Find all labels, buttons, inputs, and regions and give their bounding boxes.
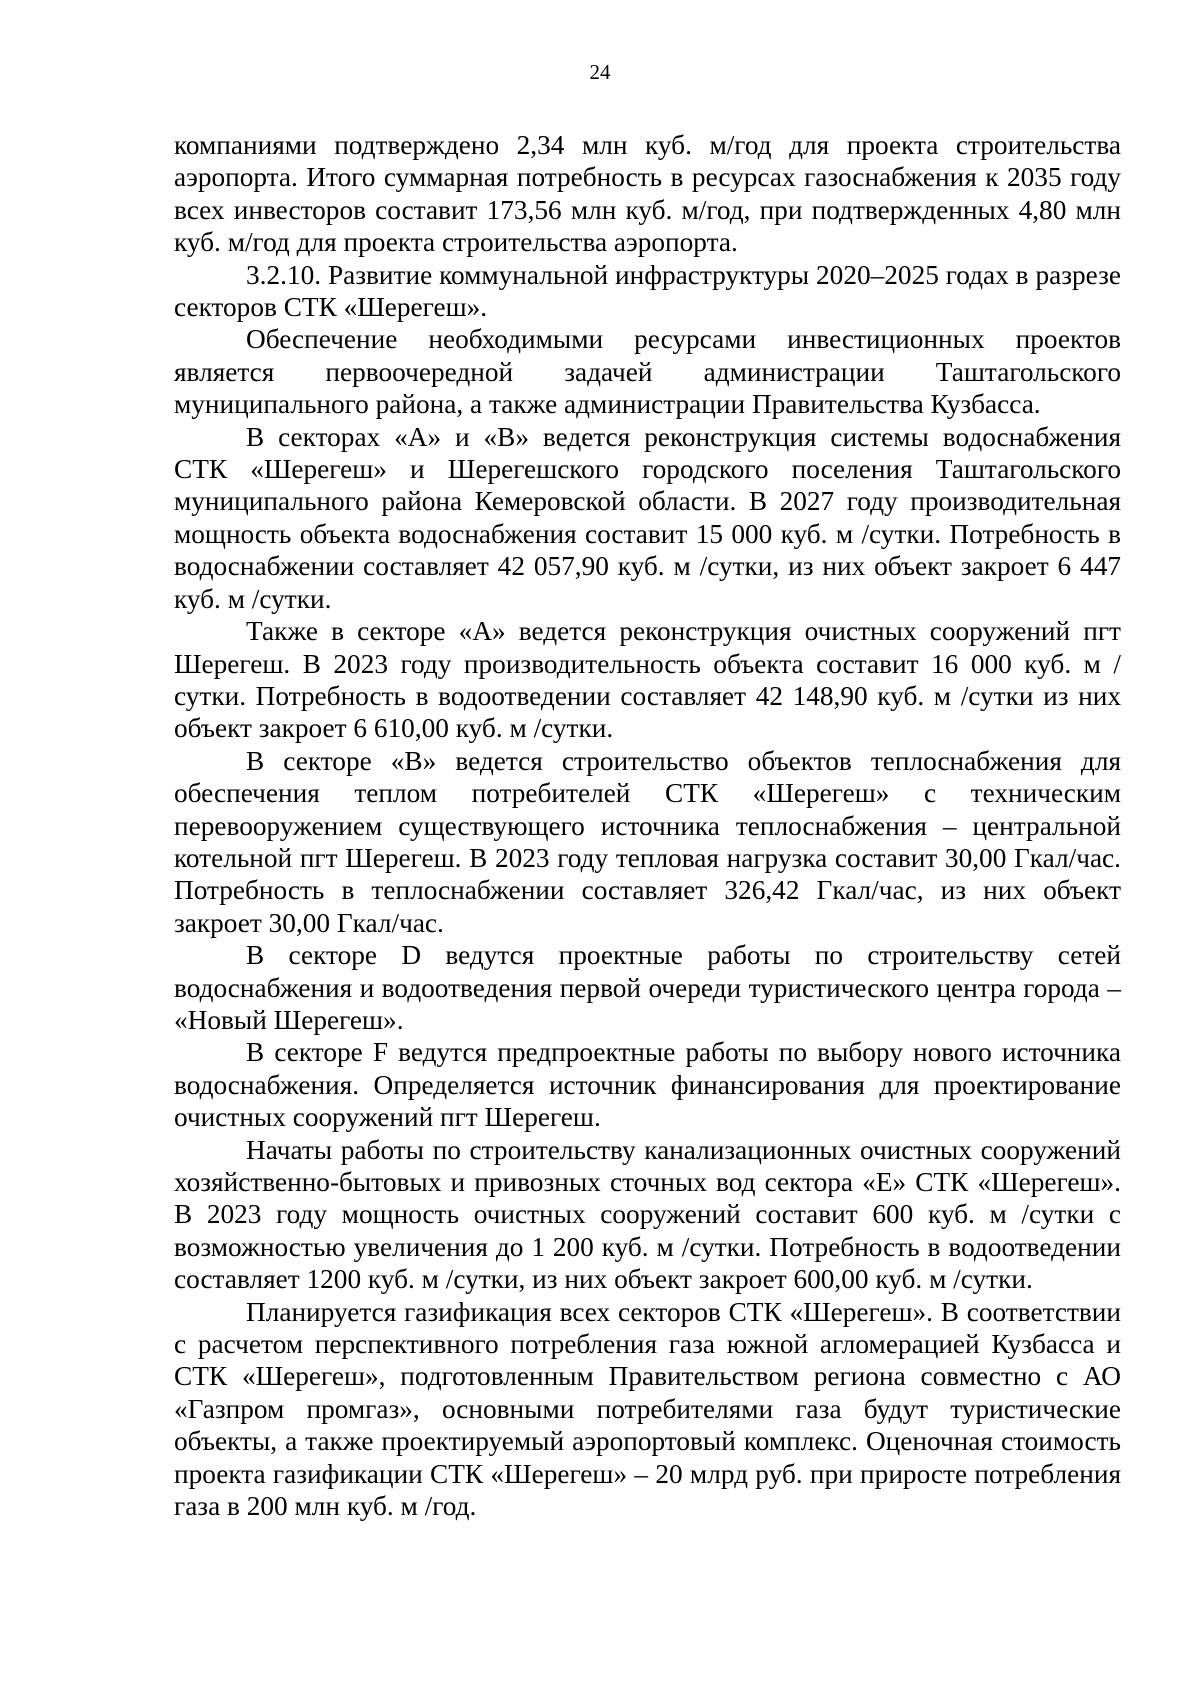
paragraph-resource-provision: Обеспечение необходимыми ресурсами инвестиционных проектов является первоочередной задачей администрации Таштагольского муниципального района, а также администрации Правительства Кузбасса. [174, 324, 1121, 420]
document-body [174, 129, 1121, 1522]
paragraph-section-heading-3-2-10: 3.2.10. Развитие коммунальной инфраструктуры 2020–2025 годах в разрезе секторов СТК «Шерегеш». [174, 259, 1121, 323]
page-number: 24 [589, 60, 611, 84]
paragraph-sector-f: В секторе F ведутся предпроектные работы по выбору нового источника водоснабжения. Определяется источник финансирования для проектирование очистных сооружений пгт Шерегеш. [174, 1037, 1121, 1133]
paragraph-water-supply-sectors-a-b: В секторах «А» и «В» ведется реконструкция системы водоснабжения СТК «Шерегеш» и Шерегешского городского поселения Таштагольского муниципального района Кемеровской области. В 2027 году производительная мощность объекта водоснабжения составит 15 000 куб. м /сутки. Потребность в водоснабжении составляет 42 057,90 куб. м /сутки, из них объект закроет 6 447 куб. м /сутки. [174, 421, 1121, 614]
paragraph-treatment-facilities-sector-a: Также в секторе «А» ведется реконструкция очистных сооружений пгт Шерегеш. В 2023 году производительность объекта составит 16 000 куб. м /сутки. Потребность в водоотведении составляет 42 148,90 куб. м /сутки из них объект закроет 6 610,00 куб. м /сутки. [174, 616, 1121, 744]
paragraph-sewage-sector-e: Начаты работы по строительству канализационных очистных сооружений хозяйственно-бытовых и привозных сточных вод сектора «Е» СТК «Шерегеш». В 2023 году мощность очистных сооружений составит 600 куб. м /сутки с возможностью увеличения до 1 200 куб. м /сутки. Потребность в водоотведении составляет 1200 куб. м /сутки, из них объект закроет 600,00 куб. м /сутки. [174, 1134, 1121, 1295]
paragraph-gasification: Планируется газификация всех секторов СТК «Шерегеш». В соответствии с расчетом перспективного потребления газа южной агломерацией Кузбасса и СТК «Шерегеш», подготовленным Правительством региона совместно с АО «Газпром промгаз», основными потребителями газа будут туристические объекты, а также проектируемый аэропортовый комплекс. Оценочная стоимость проекта газификации СТК «Шерегеш» – 20 млрд руб. при приросте потребления газа в 200 млн куб. м /год. [174, 1296, 1121, 1522]
paragraph-gas-demand-continuation: компаниями подтверждено 2,34 млн куб. м/год для проекта строительства аэропорта. Итого суммарная потребность в ресурсах газоснабжения к 2035 году всех инвесторов составит 173,56 млн куб. м/год, при подтвержденных 4,80 млн куб. м/год для проекта строительства аэропорта. [174, 130, 1121, 258]
paragraph-heat-supply-sector-b: В секторе «В» ведется строительство объектов теплоснабжения для обеспечения теплом потребителей СТК «Шерегеш» с техническим перевооружением существующего источника теплоснабжения – центральной котельной пгт Шерегеш. В 2023 году тепловая нагрузка составит 30,00 Гкал/час. Потребность в теплоснабжении составляет 326,42 Гкал/час, из них объект закроет 30,00 Гкал/час. [174, 745, 1121, 938]
paragraph-sector-d: В секторе D ведутся проектные работы по строительству сетей водоснабжения и водоотведения первой очереди туристического центра города – «Новый Шерегеш». [174, 940, 1121, 1035]
